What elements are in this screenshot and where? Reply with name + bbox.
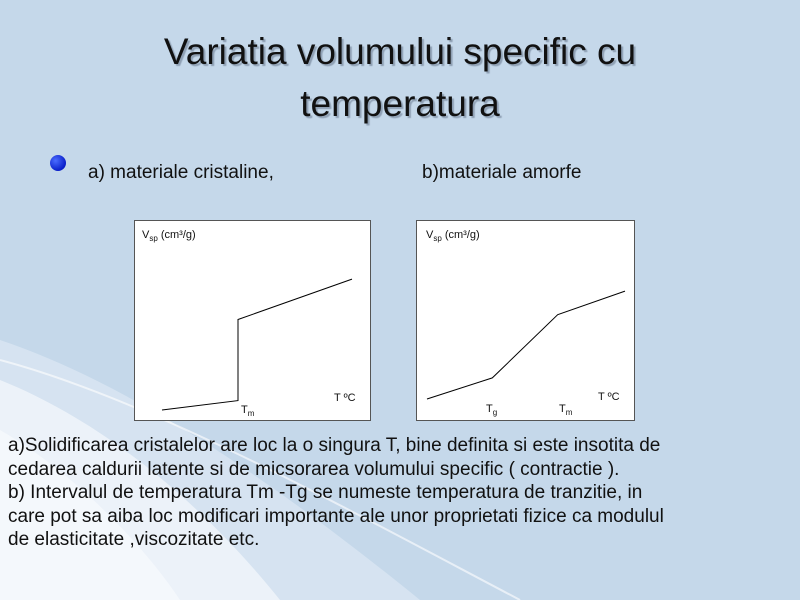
- crystalline-vsp-curve: [162, 279, 352, 410]
- tick-label-tm: $T_m$: [241, 404, 255, 418]
- x-axis-label: T ºC: [598, 391, 620, 403]
- para-a-line-2: cedarea caldurii latente si de micsorarea volumului specific ( contractie ).: [8, 458, 620, 480]
- chart-amorphous: [416, 220, 635, 421]
- title-line-2: temperatura: [300, 83, 500, 124]
- para-b-line-3: de elasticitate ,viscozitate etc.: [8, 529, 260, 550]
- title-line-1: Variatia volumului specific cu: [163, 31, 637, 72]
- para-b-line-1: b) Intervalul de temperatura Tm -Tg se numeste temperatura de tranzitie, in: [8, 482, 643, 503]
- tick-label-tm: $T_m$: [559, 403, 573, 417]
- para-b-line-2: care pot sa aiba loc modificari importante ale unor proprietati fizice ca modulul: [8, 505, 664, 527]
- tick-label-tg: $T_g$: [486, 403, 498, 417]
- para-a-line-1: a)Solidificarea cristalelor are loc la o singura T, bine definita si este insotita de: [8, 435, 661, 456]
- slide-title: [0, 26, 800, 130]
- chart-crystalline-plot: [135, 221, 370, 420]
- subtitle-crystalline: a) materiale cristaline,: [88, 162, 274, 183]
- x-axis-label: T ºC: [334, 392, 356, 404]
- subtitle-amorphous: b)materiale amorfe: [422, 162, 582, 183]
- bullet-dot-icon: [50, 155, 66, 171]
- chart-crystalline: [134, 220, 371, 421]
- explanation-text: [8, 434, 788, 552]
- y-axis-label: $V_{sp}$ (cm³/g): [426, 229, 480, 243]
- y-axis-label: $V_{sp}$ (cm³/g): [142, 229, 196, 243]
- amorphous-vsp-curve: [427, 291, 625, 399]
